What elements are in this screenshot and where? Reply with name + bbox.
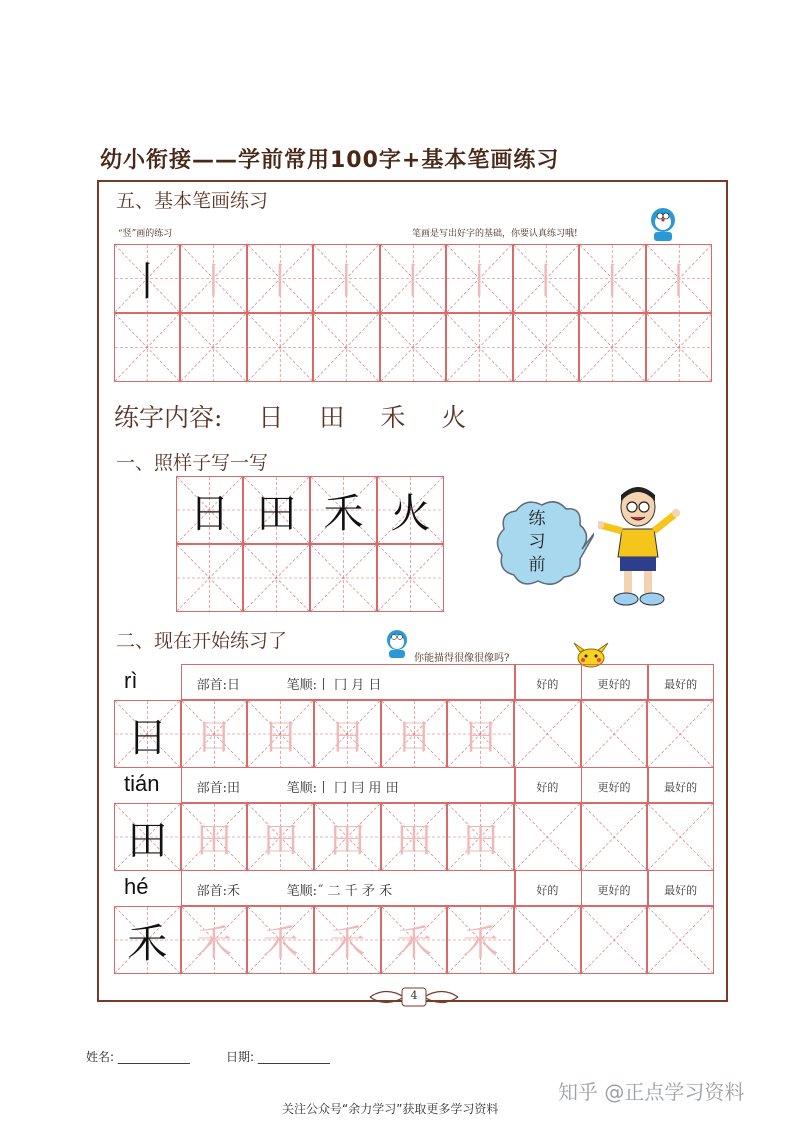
- stroke-order-text: 笔顺:˝ 二 千 矛 禾: [286, 884, 393, 899]
- section5-label-left: “竖”画的练习: [118, 229, 173, 239]
- grid-cell: [646, 244, 712, 313]
- grid-cell: [310, 544, 377, 612]
- rating-label: 最好的: [664, 781, 698, 794]
- content-label: 练字内容:: [114, 403, 223, 432]
- grid-cell: [247, 700, 314, 768]
- trace-char: 丨: [594, 261, 631, 302]
- trace-char: 日: [262, 716, 299, 758]
- grid-cell: [180, 313, 246, 382]
- grid-cell: [180, 244, 246, 313]
- grid-cell: [447, 906, 514, 974]
- practice-area: [114, 664, 714, 974]
- grid-cell: [647, 803, 714, 871]
- trace-char: 丨: [262, 261, 299, 302]
- sample-char: 田: [127, 817, 168, 864]
- radical-text: 部首:禾: [196, 884, 241, 899]
- grid-cell: [114, 244, 180, 313]
- sample-char: 日: [127, 714, 168, 761]
- section2-heading: 二、现在开始练习了: [116, 630, 288, 652]
- grid-cell: [114, 803, 181, 871]
- grid-cell: [314, 700, 381, 768]
- grid-cell: [247, 313, 313, 382]
- grid-cell: [181, 906, 248, 974]
- trace-char: 禾: [462, 922, 499, 964]
- rating-label: 最好的: [664, 678, 698, 691]
- grid-cell: [581, 700, 648, 768]
- rating-label: 最好的: [664, 884, 698, 897]
- doraemon-icon: [384, 628, 410, 660]
- pinyin-label: hé: [124, 874, 149, 899]
- rating-label: 更好的: [597, 781, 631, 794]
- grid-cell: [181, 803, 248, 871]
- grid-cell: [243, 544, 310, 612]
- grid-cell: [646, 313, 712, 382]
- trace-char: 丨: [394, 261, 431, 302]
- grid-cell: [176, 476, 243, 544]
- stroke-order-text: 笔顺:丨 冂 月 日: [286, 678, 382, 693]
- grid-cell: [247, 906, 314, 974]
- sample-char: 禾: [323, 490, 364, 537]
- trace-char: 丨: [461, 261, 498, 302]
- stroke-order-text: 笔顺:丨 冂 冃 用 田: [286, 781, 399, 796]
- grid-cell: [447, 803, 514, 871]
- practice-content: [114, 398, 494, 434]
- grid-cell: [513, 244, 579, 313]
- grid-cell: [114, 906, 181, 974]
- grid-cell: [243, 476, 310, 544]
- rating-label: 更好的: [597, 884, 631, 897]
- grid-cell: [313, 313, 379, 382]
- grid-cell: [314, 803, 381, 871]
- sample-grid: [176, 476, 444, 612]
- section1-heading: 一、照样子写一写: [116, 452, 269, 474]
- grid-cell: [176, 544, 243, 612]
- grid-cell: [381, 700, 448, 768]
- grid-cell: [647, 700, 714, 768]
- cartoon-boy-icon: [598, 485, 684, 613]
- radical-text: 部首:田: [196, 781, 241, 796]
- bubble-char: 习: [528, 532, 546, 552]
- grid-cell: [513, 313, 579, 382]
- trace-char: 丨: [527, 261, 564, 302]
- grid-cell: [446, 313, 512, 382]
- grid-cell: [514, 906, 581, 974]
- bubble-text: [522, 508, 552, 577]
- sample-char: 日: [189, 490, 230, 537]
- grid-cell: [377, 476, 444, 544]
- content-char: 日: [258, 403, 284, 432]
- grid-cell: [114, 700, 181, 768]
- sample-char: 丨: [127, 259, 168, 305]
- grid-cell: [647, 906, 714, 974]
- rating-label: 好的: [536, 781, 559, 794]
- stroke-practice-grid: [114, 244, 712, 382]
- watermark: 知乎 @正点学习资料: [558, 1080, 745, 1104]
- content-char: 禾: [380, 403, 406, 432]
- sample-char: 禾: [127, 920, 168, 967]
- grid-cell: [579, 313, 645, 382]
- content-char: 田: [319, 403, 345, 432]
- grid-cell: [314, 906, 381, 974]
- grid-cell: [313, 244, 379, 313]
- trace-char: 田: [262, 819, 299, 861]
- rating-label: 好的: [536, 884, 559, 897]
- sample-char: 田: [256, 490, 297, 537]
- pinyin-label: tián: [124, 771, 160, 796]
- trace-char: 日: [195, 716, 232, 758]
- trace-char: 日: [462, 716, 499, 758]
- content-char: 火: [441, 403, 467, 432]
- grid-cell: [381, 906, 448, 974]
- radical-text: 部首:日: [196, 678, 241, 693]
- grid-cell: [381, 803, 448, 871]
- grid-cell: [514, 803, 581, 871]
- trace-char: 丨: [660, 261, 697, 302]
- trace-char: 丨: [195, 261, 232, 302]
- pinyin-label: rì: [124, 668, 138, 693]
- date-field-label: 日期: ____________: [226, 1050, 330, 1064]
- trace-char: 禾: [395, 922, 432, 964]
- rating-label: 好的: [536, 678, 559, 691]
- grid-cell: [247, 244, 313, 313]
- page-number: 4: [410, 989, 418, 1002]
- sample-char: 火: [390, 490, 431, 537]
- rating-label: 更好的: [597, 678, 631, 691]
- section5-label-right: 笔画是写出好字的基础，你要认真练习哦!: [412, 229, 578, 239]
- bubble-char: 前: [528, 555, 546, 575]
- grid-cell: [514, 700, 581, 768]
- grid-cell: [380, 313, 446, 382]
- trace-char: 禾: [262, 922, 299, 964]
- grid-cell: [181, 700, 248, 768]
- grid-cell: [114, 313, 180, 382]
- trace-char: 日: [329, 716, 366, 758]
- grid-cell: [447, 700, 514, 768]
- grid-cell: [581, 906, 648, 974]
- trace-char: 田: [195, 819, 232, 861]
- grid-cell: [380, 244, 446, 313]
- section2-note: 你能描得很像很像吗?: [414, 653, 510, 664]
- bubble-char: 练: [528, 509, 546, 529]
- trace-char: 日: [395, 716, 432, 758]
- grid-cell: [377, 544, 444, 612]
- grid-cell: [310, 476, 377, 544]
- grid-cell: [446, 244, 512, 313]
- doraemon-icon: [648, 206, 678, 242]
- grid-cell: [579, 244, 645, 313]
- trace-char: 田: [462, 819, 499, 861]
- name-field-label: 姓名: ____________: [86, 1050, 190, 1064]
- trace-char: 丨: [328, 261, 365, 302]
- grid-cell: [581, 803, 648, 871]
- trace-char: 田: [395, 819, 432, 861]
- promo-text: 关注公众号“余力学习”获取更多学习资料: [282, 1102, 499, 1116]
- trace-char: 田: [329, 819, 366, 861]
- trace-char: 禾: [329, 922, 366, 964]
- grid-cell: [247, 803, 314, 871]
- section5-heading: 五、基本笔画练习: [116, 190, 269, 212]
- page-title: 幼小衔接——学前常用100字+基本笔画练习: [100, 148, 560, 173]
- trace-char: 禾: [195, 922, 232, 964]
